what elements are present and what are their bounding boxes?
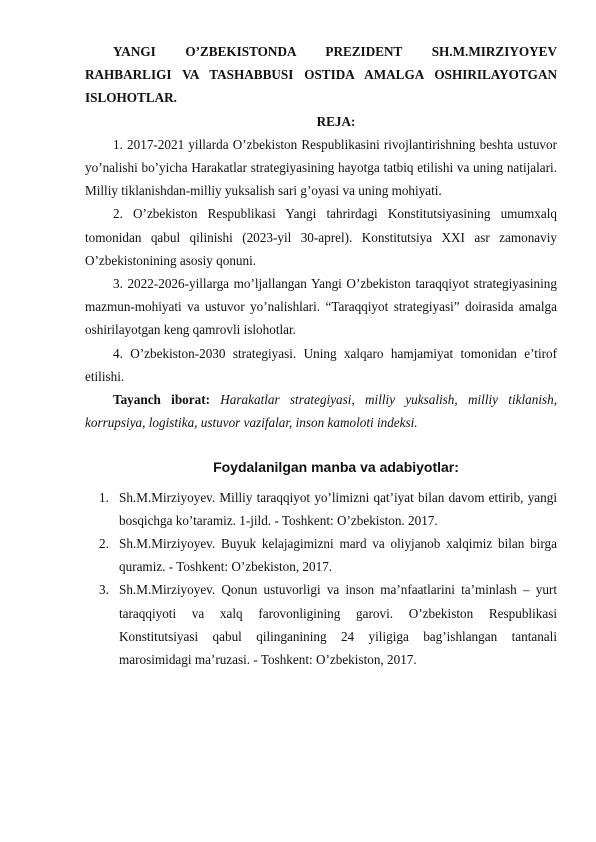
plan-heading: REJA: — [316, 113, 356, 129]
plan-item: 2. O’zbekiston Respublikasi Yangi tahrirdagi Konstitutsiyasining umumxalq tomonidan qabul qilinishi (2023-yil 30-aprel). Konstitutsiya XXI asr zamonaviy O’zbekistonining asosiy qonuni. — [85, 206, 557, 268]
sources-heading: Foydalanilgan manba va adabiyotlar: — [213, 459, 459, 476]
source-text: Sh.M.Mirziyoyev. Qonun ustuvorligi va inson ma’nfaatlarini ta’minlash – yurt taraqqiyoti va xalq farovonligining garovi. O’zbekiston Respublikasi Konstitutsiyasi qabul qilinganining 24 yiligiga bag’ishlangan tantanali marosimidagi ma’ruzasi. - Toshkent: O’zbekiston, 2017. — [119, 582, 557, 668]
plan-item: 3. 2022-2026-yillarga mo’ljallangan Yangi O’zbekiston taraqqiyot strategiyasining mazmun-mohiyati va ustuvor yo’nalishlari. “Taraqqiyot strategiyasi” doirasida amalga oshirilayotgan keng qamrovli islohotlar. — [85, 276, 557, 338]
document-page — [85, 40, 557, 671]
source-number: 1. — [99, 489, 109, 505]
spacer — [85, 434, 557, 456]
list-item — [85, 578, 557, 671]
source-number: 3. — [99, 582, 109, 598]
plan-item: 1. 2017-2021 yillarda O’zbekiston Respublikasini rivojlantirishning beshta ustuvor yo’nalishi bo’yicha Harakatlar strategiyasining hayotga tatbiq etilishi va uning natijalari. Milliy tiklanishdan-milliy yuksalish sari g’oyasi va uning mohiyati. — [85, 136, 557, 199]
list-item — [85, 486, 557, 532]
document-title: YANGI O’ZBEKISTONDA PREZIDENT SH.M.MIRZIYOYEV RAHBARLIGI VA TASHABBUSI OSTIDA AMALGA OSHIRILAYOTGAN ISLOHOTLAR. — [85, 44, 557, 106]
plan-item: 4. O’zbekiston-2030 strategiyasi. Uning xalqaro hamjamiyat tomonidan e’tirof etilishi. — [85, 345, 557, 384]
keywords-text: Harakatlar strategiyasi, milliy yuksalish, milliy tiklanish, korrupsiya, logistika, ustuvor vazifalar, inson kamoloti indeksi. — [85, 392, 558, 431]
keywords-label: Tayanch iborat: — [113, 392, 210, 408]
list-item — [85, 532, 557, 578]
source-text: Sh.M.Mirziyoyev. Buyuk kelajagimizni mard va oliyjanob xalqimiz bilan birga quramiz. - Toshkent: O’zbekiston, 2017. — [119, 536, 557, 575]
source-number: 2. — [99, 536, 109, 552]
source-text: Sh.M.Mirziyoyev. Milliy taraqqiyot yo’limizni qat’iyat bilan davom ettirib, yangi bosqichga ko’taramiz. 1-jild. - Toshkent: O’zbekiston. 2017. — [119, 489, 557, 528]
sources-list — [85, 486, 557, 672]
keywords-paragraph — [85, 388, 557, 434]
